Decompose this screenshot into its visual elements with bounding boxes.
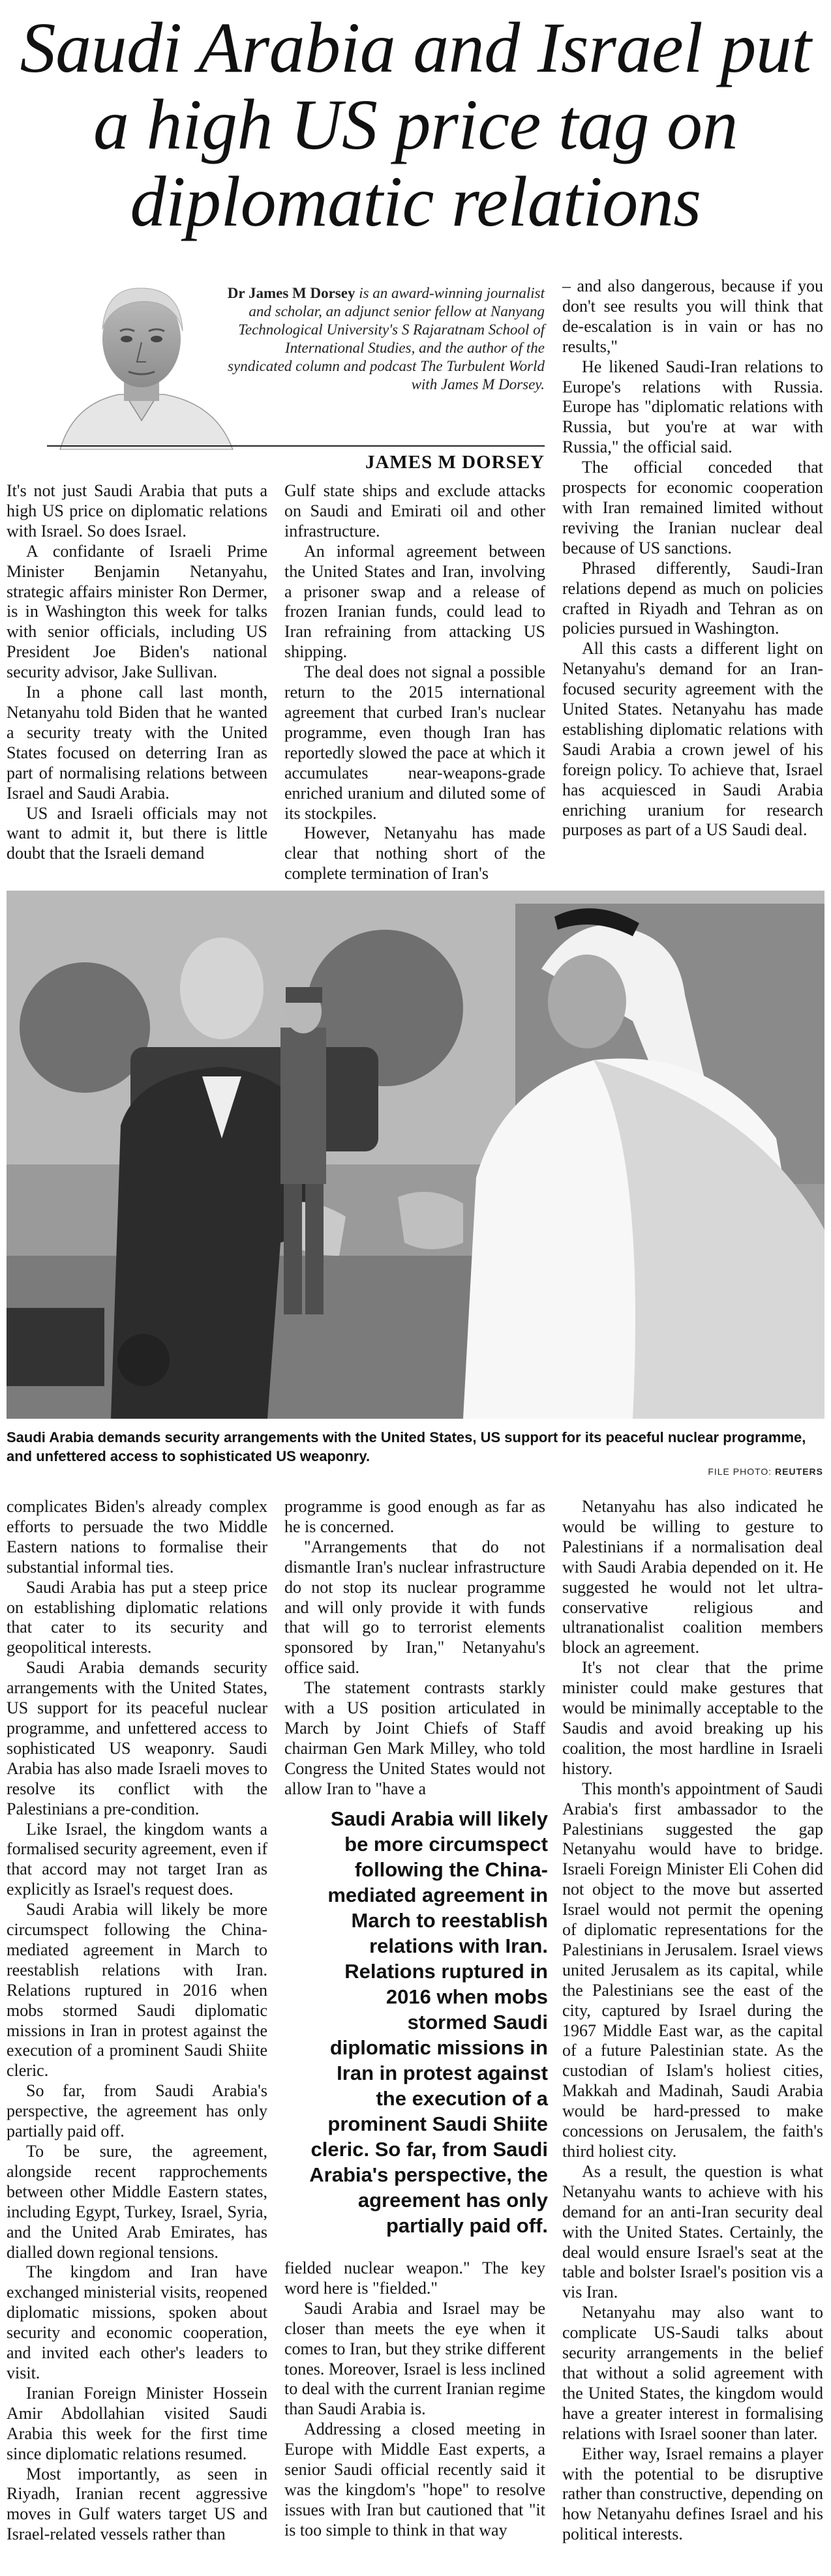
paragraph: Saudi Arabia has put a steep price on establishing diplomatic relations that cater to its security and geopolitical interests.: [7, 1577, 267, 1657]
author-bio: [225, 284, 545, 394]
pull-quote: Saudi Arabia will likely be more circumspect following the China-mediated agreement in March to reestablish relations with Iran. Relations ruptured in 2016 when mobs stormed Saudi diplomatic missions in Iran in protest against the execution of a prominent Saudi Shiite cleric. So far, from Saudi Arabia's perspective, the agreement has only partially paid off.: [309, 1807, 548, 2237]
paragraph: Iranian Foreign Minister Hossein Amir Abdollahian visited Saudi Arabia this week for the first time since diplomatic relations resumed.: [7, 2383, 267, 2463]
photo-credit-prefix: FILE PHOTO:: [708, 1466, 772, 1477]
paragraph: It's not just Saudi Arabia that puts a high US price on diplomatic relations with Israel. So does Israel.: [7, 481, 267, 540]
byline: JAMES M DORSEY: [365, 452, 545, 473]
photo-credit: [708, 1466, 823, 1477]
paragraph: As a result, the question is what Netanyahu wants to achieve with his demand for an anti-Iran security deal with the United States. Certainly, the deal would ensure Israel's seat at the table and bolster Israel's position vis a vis Iran.: [562, 2161, 823, 2302]
paragraph: A confidante of Israeli Prime Minister Benjamin Netanyahu, strategic affairs minister Ron Dermer, is in Washington this week for talks with senior officials, including US President Joe Biden's national security advisor, Jake Sullivan.: [7, 541, 267, 682]
paragraph: Netanyahu has also indicated he would be willing to gesture to Palestinians if a normalisation deal with Saudi Arabia depended on it. He suggested he would not let ultra-conservative religious and ultranationalist coalition members block an agreement.: [562, 1497, 823, 1657]
paragraph: All this casts a different light on Netanyahu's demand for an Iran-focused security agreement with the United States. Netanyahu has made establishing diplomatic relations with Saudi Arabia a crown jewel of his foreign policy. To achieve that, Israel has acquiesced in Saudi Arabia enriching uranium for research purposes as part of a US Saudi deal.: [562, 639, 823, 840]
paragraph: "Arrangements that do not dismantle Iran's nuclear infrastructure do not stop its nuclear programme and will only provide it with funds that will go to terrorist elements sponsored by Iran," Netanyahu's office said.: [284, 1537, 545, 1678]
top-column-2: [284, 481, 545, 884]
paragraph: The kingdom and Iran have exchanged ministerial visits, reopened diplomatic missions, spoken about security and economic cooperation, and invited each other's leaders to visit.: [7, 2262, 267, 2382]
paragraph: This month's appointment of Saudi Arabia's first ambassador to the Palestinians suggested the gap Netanyahu would have to bridge. Israeli Foreign Minister Eli Cohen did not object to the move but asserted Israel would not permit the opening of diplomatic representations for the Palestinians in Jerusalem. Israel views united Jerusalem as its capital, while the Palestinians see the east of the city, captured by Israel during the 1967 Middle East war, as the capital of a future Palestinian state. As the custodian of Islam's holiest cities, Makkah and Madinah, Saudi Arabia would be hard-pressed to make concessions on Jerusalem, the faith's third holiest city.: [562, 1779, 823, 2161]
paragraph: In a phone call last month, Netanyahu told Biden that he wanted a security treaty with the United States focused on deterring Iran as part of normalising relations between Israel and Saudi Arabia.: [7, 683, 267, 803]
paragraph: Most importantly, as seen in Riyadh, Iranian recent aggressive moves in Gulf waters target US and Israel-related vessels rather than: [7, 2464, 267, 2544]
paragraph: So far, from Saudi Arabia's perspective, the agreement has only partially paid off.: [7, 2081, 267, 2141]
paragraph: Saudi Arabia and Israel may be closer than meets the eye when it comes to Iran, but they strike different tones. Moreover, Israel is less inclined to deal with the current Iranian regime than Saudi Arabia is.: [284, 2298, 545, 2419]
byline-rule: [47, 445, 545, 447]
paragraph: Saudi Arabia will likely be more circumspect following the China-mediated agreement in March to reestablish relations with Iran. Relations ruptured in 2016 when mobs stormed Saudi diplomatic missions in Iran in protest against the execution of a prominent Saudi Shiite cleric.: [7, 1900, 267, 2080]
paragraph: Like Israel, the kingdom wants a formalised security agreement, even if that accord may not target Iran as explicitly as Israel's request does.: [7, 1819, 267, 1899]
paragraph: However, Netanyahu has made clear that nothing short of the complete termination of Iran's: [284, 823, 545, 883]
paragraph: Phrased differently, Saudi-Iran relations depend as much on policies crafted in Riyadh and Tehran as on policies pursued in Washington.: [562, 558, 823, 638]
author-bio-text: is an award-winning journalist and scholar, an adjunct senior fellow at Nanyang Technological University's S Rajaratnam School of International Studies, and the author of the syndicated column and podcast The Turbulent World with James M Dorsey.: [228, 285, 545, 392]
photo-credit-source: REUTERS: [775, 1466, 823, 1477]
author-bio-name: Dr James M Dorsey: [227, 285, 355, 301]
bottom-column-1: [7, 1497, 267, 2545]
paragraph: Gulf state ships and exclude attacks on Saudi and Emirati oil and other infrastructure.: [284, 481, 545, 540]
paragraph: Saudi Arabia demands security arrangements with the United States, US support for its peaceful nuclear programme, and unfettered access to sophisticated US weaponry. Saudi Arabia has also made Israeli moves to resolve its conflict with the Palestinians a pre-condition.: [7, 1658, 267, 1818]
paragraph: An informal agreement between the United States and Iran, involving a prisoner swap and a release of frozen Iranian funds, could lead to Iran refraining from attacking US shipping.: [284, 541, 545, 662]
paragraph: To be sure, the agreement, alongside recent rapprochements between other Middle Eastern states, including Egypt, Turkey, Israel, Syria, and the United Arab Emirates, has dialled down regional tensions.: [7, 2142, 267, 2262]
top-column-1: [7, 481, 267, 864]
paragraph: It's not clear that the prime minister could make gestures that would be minimally acceptable to the Saudis and avoid breaking up his coalition, the most hardline in Israeli history.: [562, 1658, 823, 1778]
paragraph: complicates Biden's already complex efforts to persuade the two Middle Eastern nations to formalise their substantial informal ties.: [7, 1497, 267, 1577]
top-column-3: [562, 276, 823, 840]
headline: Saudi Arabia and Israel put a high US price tag on diplomatic relations: [20, 8, 811, 241]
bottom-column-3: [562, 1497, 823, 2545]
photo-caption: Saudi Arabia demands security arrangements with the United States, US support for its peaceful nuclear programme, and unfettered access to sophisticated US weaponry.: [7, 1429, 806, 1464]
bottom-column-2-bottom: [284, 2258, 545, 2541]
paragraph: Either way, Israel remains a player with the potential to be disruptive rather than constructive, depending on how Netanyahu defines Israel and his political interests.: [562, 2444, 823, 2544]
bottom-column-2-top: [284, 1497, 545, 1799]
paragraph: The deal does not signal a possible return to the 2015 international agreement that curbed Iran's nuclear programme, even though Iran has reportedly slowed the pace at which it accumulates near-weapons-grade enriched uranium and diluted some of its stockpiles.: [284, 662, 545, 823]
news-photo: [7, 891, 824, 1419]
paragraph: He likened Saudi-Iran relations to Europe's relations with Russia. Europe has "diplomatic relations with Russia, but you're at war with Russia," the official said.: [562, 357, 823, 457]
author-portrait: [47, 274, 236, 450]
paragraph: programme is good enough as far as he is concerned.: [284, 1497, 545, 1536]
paragraph: fielded nuclear weapon." The key word here is "fielded.": [284, 2258, 545, 2298]
paragraph: Netanyahu may also want to complicate US-Saudi talks about security arrangements in the belief that without a solid agreement with the United States, the kingdom would have a greater interest in formalising relations with Israel sooner than later.: [562, 2303, 823, 2443]
paragraph: The statement contrasts starkly with a US position articulated in March by Joint Chiefs of Staff chairman Gen Mark Milley, who told Congress the United States would not allow Iran to "have a: [284, 1678, 545, 1798]
paragraph: – and also dangerous, because if you don't see results you will think that de-escalation is in vain or has no results,": [562, 276, 823, 356]
paragraph: The official conceded that prospects for economic cooperation with Iran remained limited without reviving the Iranian nuclear deal because of US sanctions.: [562, 458, 823, 557]
paragraph: US and Israeli officials may not want to admit it, but there is little doubt that the Israeli demand: [7, 803, 267, 863]
paragraph: Addressing a closed meeting in Europe with Middle East experts, a senior Saudi official recently said it was the kingdom's "hope" to resolve issues with Iran but cautioned that "it is too simple to think in that way: [284, 2420, 545, 2539]
